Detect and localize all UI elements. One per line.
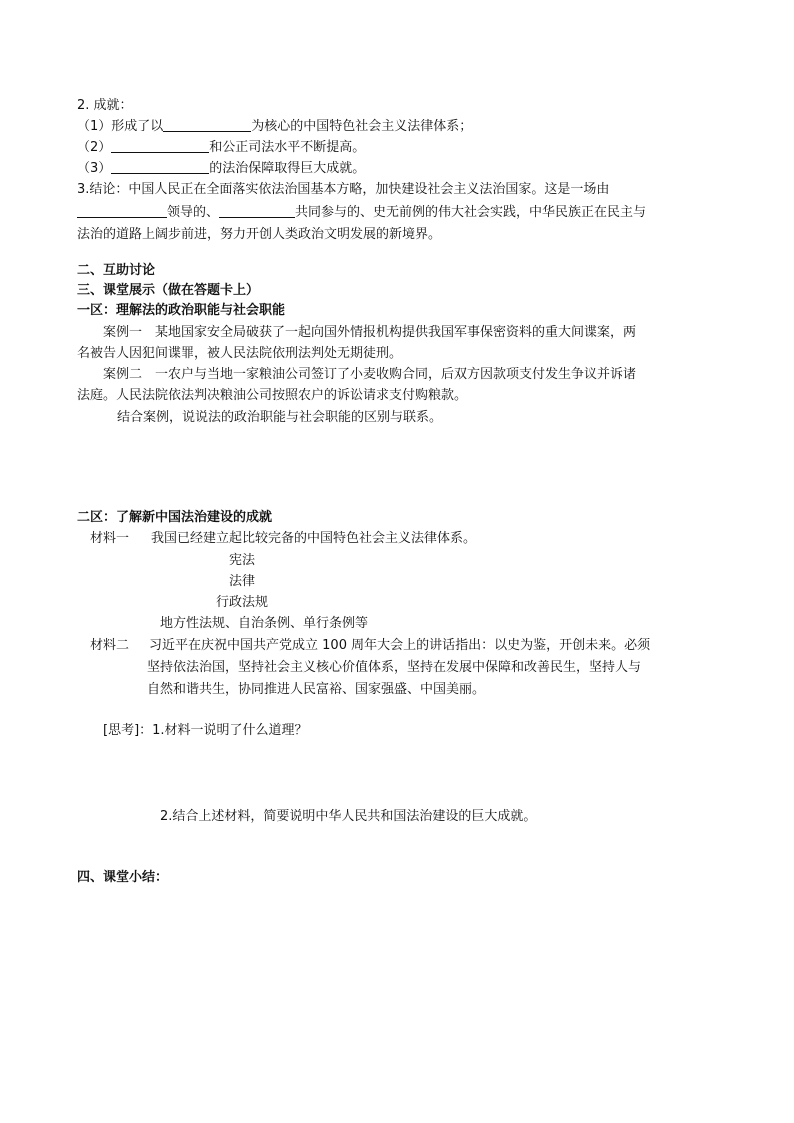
case-1-line-1: 案例一 某地国家安全局破获了一起向国外情报机构提供我国军事保密资料的重大间谍案，两 [103, 325, 637, 340]
think-question-2: 2.结合上述材料，简要说明中华人民共和国法治建设的巨大成就。 [160, 809, 537, 824]
achievement-item-2-suffix: 和公正司法水平不断提高。 [209, 140, 366, 155]
achievement-item-3-prefix: （3） [77, 161, 112, 176]
think-question-1 [103, 722, 308, 740]
material-2-text-1: 习近平在庆祝中国共产党成立 100 周年大会上的讲话指出：以史为鉴，开创未来。必须 [149, 638, 651, 653]
zone-1-question: 结合案例，说说法的政治职能与社会职能的区别与联系。 [117, 410, 443, 425]
achievement-item-3-suffix: 的法治保障取得巨大成就。 [209, 161, 366, 176]
material-1 [90, 530, 476, 548]
think-question-1-text: 1.材料一说明了什么道理？ [152, 723, 308, 738]
section-3-title: 三、课堂展示（做在答题卡上） [77, 283, 260, 298]
section-2-title: 二、互助讨论 [77, 263, 156, 278]
achievement-item-2-prefix: （2） [77, 140, 112, 155]
achievement-item-2 [77, 139, 365, 157]
conclusion-line-2-mid1: 领导的、 [167, 205, 220, 220]
pyramid-level-law: 法律 [229, 574, 256, 589]
material-1-label: 材料一 [90, 531, 130, 546]
achievements-heading: 2. 成就： [77, 98, 133, 113]
fill-blank-4[interactable] [77, 204, 167, 218]
case-2-line-2: 法庭。人民法院依法判决粮油公司按照农户的诉讼请求支付购粮款。 [77, 388, 468, 403]
achievement-item-1 [77, 118, 472, 136]
material-2-label: 材料二 [90, 638, 130, 653]
achievement-item-3 [77, 160, 365, 178]
zone-1-title: 一区：理解法的政治职能与社会职能 [77, 303, 286, 318]
conclusion-line-2 [77, 204, 646, 222]
fill-blank-3[interactable] [111, 160, 209, 174]
case-1-line-2: 名被告人因犯间谍罪，被人民法院依刑法判处无期徒刑。 [77, 346, 403, 361]
material-2-line-1 [90, 637, 650, 655]
fill-blank-5[interactable] [219, 204, 295, 218]
fill-blank-1[interactable] [163, 118, 251, 132]
case-2-line-1: 案例二 一农户与当地一家粮油公司签订了小麦收购合同，后双方因款项支付发生争议并诉诸 [103, 367, 637, 382]
material-2-line-2: 坚持依法治国，坚持社会主义核心价值体系，坚持在发展中保障和改善民生，坚持人与 [147, 660, 642, 675]
pyramid-level-local-regulations: 地方性法规、自治条例、单行条例等 [160, 616, 369, 631]
achievement-item-1-suffix: 为核心的中国特色社会主义法律体系； [251, 119, 473, 134]
material-1-text: 我国已经建立起比较完备的中国特色社会主义法律体系。 [151, 531, 477, 546]
conclusion-line-1: 3.结论：中国人民正在全面落实依法治国基本方略，加快建设社会主义法治国家。这是一场由 [77, 182, 610, 197]
pyramid-level-constitution: 宪法 [229, 553, 256, 568]
material-2-line-3: 自然和谐共生，协同推进人民富裕、国家强盛、中国美丽。 [147, 682, 486, 697]
zone-2-title: 二区：了解新中国法治建设的成就 [77, 510, 273, 525]
conclusion-line-3: 法治的道路上阔步前进，努力开创人类政治文明发展的新境界。 [77, 227, 442, 242]
section-4-title: 四、课堂小结： [77, 870, 169, 885]
think-label: [思考]： [103, 723, 153, 738]
fill-blank-2[interactable] [111, 139, 209, 153]
conclusion-line-2-mid2: 共同参与的、史无前例的伟大社会实践，中华民族正在民主与 [295, 205, 647, 220]
pyramid-level-administrative-regulations: 行政法规 [216, 595, 269, 610]
achievement-item-1-prefix: （1）形成了以 [77, 119, 164, 134]
